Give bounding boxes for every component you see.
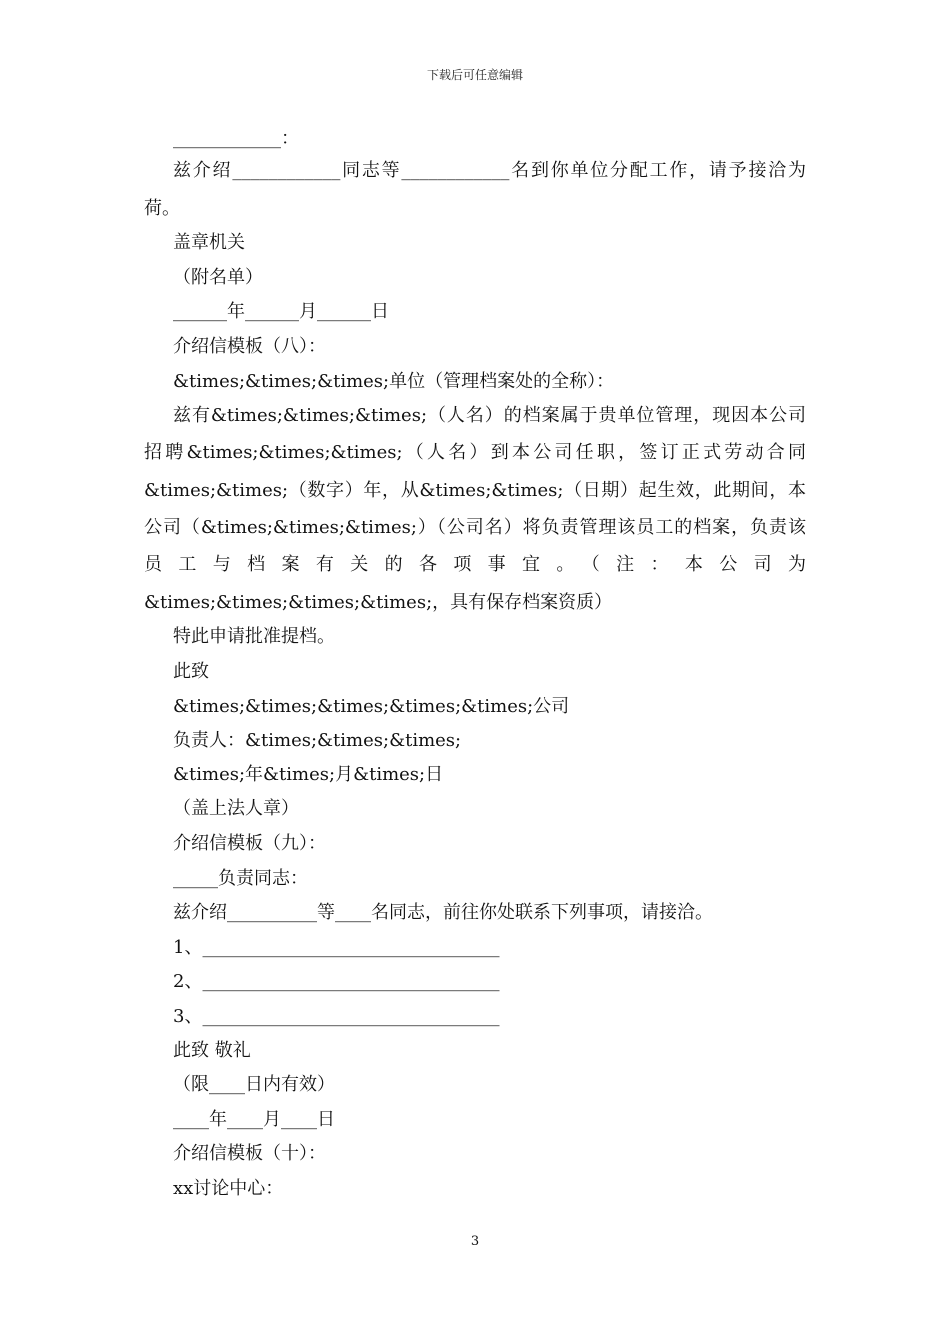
addressee-line: _____负责同志： — [173, 868, 308, 889]
addressee-line: ____________： — [173, 128, 299, 149]
section-title: 介绍信模板（十）： — [173, 1143, 326, 1164]
company-line: &times;&times;&times;&times;&times;公司 — [173, 696, 570, 717]
seal-label: 盖章机关 — [173, 232, 245, 253]
list-item: 3、_________________________________ — [173, 1006, 500, 1027]
closing-line: 此致 敬礼 — [173, 1040, 251, 1061]
addressee-line: xx讨论中心： — [173, 1178, 284, 1199]
list-item: 2、_________________________________ — [173, 971, 500, 992]
attachment-note: （附名单） — [173, 267, 263, 288]
list-item: 1、_________________________________ — [173, 937, 500, 958]
body-line: &times;&times;&times;&times;，具有保存档案资质） — [144, 592, 613, 613]
section-title: 介绍信模板（九）： — [173, 833, 326, 854]
body-line: 兹介绍____________同志等____________名到你单位分配工作，请予接洽为 — [173, 160, 806, 181]
seal-note: （盖上法人章） — [173, 798, 299, 819]
body-line: 荷。 — [144, 198, 180, 219]
body-line: 兹介绍__________等____名同志，前往你处联系下列事项，请接洽。 — [173, 902, 713, 923]
addressee-line: &times;&times;&times;单位（管理档案处的全称）： — [173, 371, 615, 392]
date-line: ______年______月______日 — [173, 301, 389, 322]
closing-line: 此致 — [173, 661, 209, 682]
body-line: 员工与档案有关的各项事宜。（注：本公司为 — [144, 554, 806, 575]
body-line: 招聘&times;&times;&times;（人名）到本公司任职，签订正式劳动合同 — [144, 442, 806, 463]
section-title: 介绍信模板（八）： — [173, 336, 326, 357]
responsible-person-line: 负责人：&times;&times;&times; — [173, 730, 462, 751]
body-line: 兹有&times;&times;&times;（人名）的档案属于贵单位管理，现因本公司 — [173, 405, 806, 426]
date-line: &times;年&times;月&times;日 — [173, 764, 444, 785]
validity-note: （限____日内有效） — [173, 1074, 335, 1095]
body-line: &times;&times;（数字）年，从&times;&times;（日期）起生效，此期间，本 — [144, 480, 806, 501]
page-header: 下载后可任意编辑 — [426, 68, 523, 82]
page-number: 3 — [470, 1234, 480, 1249]
request-line: 特此申请批准提档。 — [173, 626, 335, 647]
date-line: ____年____月____日 — [173, 1109, 335, 1130]
body-line: 公司（&times;&times;&times;）（公司名）将负责管理该员工的档案，负责该 — [144, 517, 806, 538]
